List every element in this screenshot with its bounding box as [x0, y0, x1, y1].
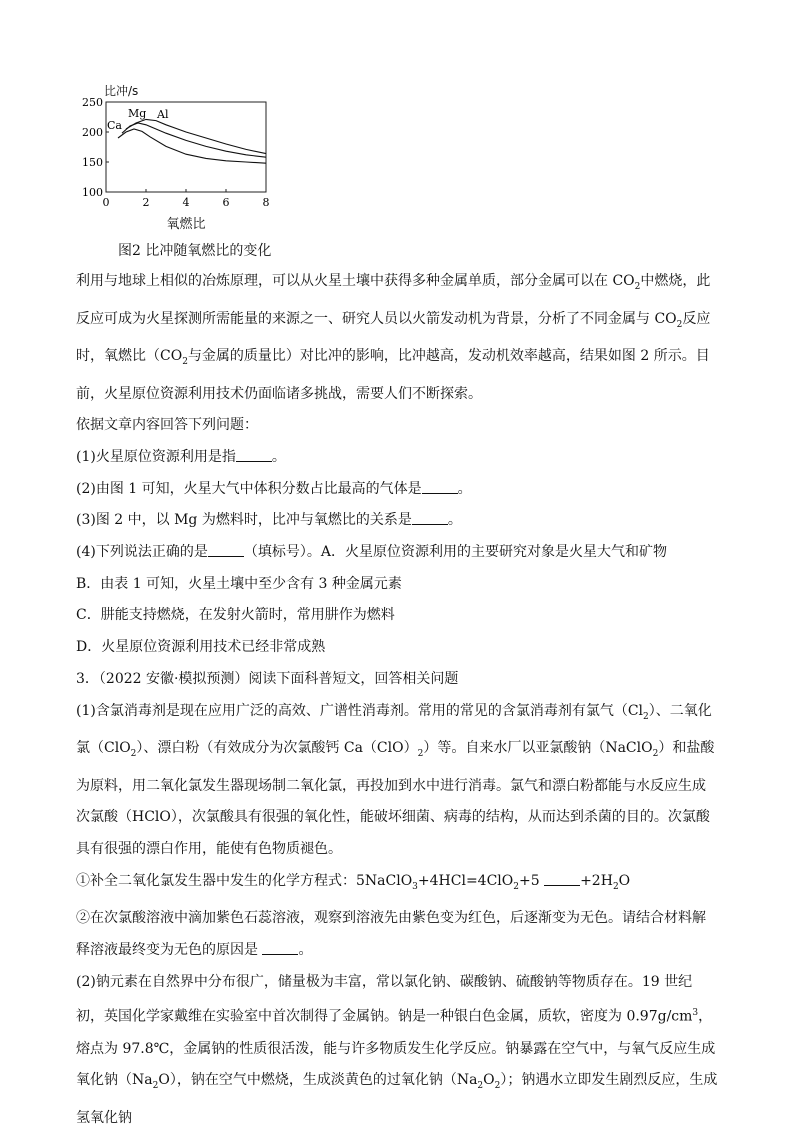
- option-b: B．由表 1 可知，火星土壤中至少含有 3 种金属元素: [76, 575, 402, 592]
- series-label-al: Al: [157, 108, 169, 122]
- y-tick-label: 150: [82, 156, 103, 169]
- figure-caption: 图2 比冲随氧燃比的变化: [118, 243, 272, 259]
- paragraph-mars: 利用与地球上相似的冶炼原理，可以从火星土壤中获得多种金属单质，部分金属可以在 $CO_2$中燃烧，此反应可成为火星探测所需能量的来源之一、研究人员以火箭发动机为背景，分析了不同金属与 $CO_2$反应时，氧燃比（$CO_2$与金属的质量比）对比冲的影响，比冲越高，发动机效率越高，结果如图 2 所示。目前，火星原位资源利用技术仍面临诸多挑战，需要人们不断探索。: [76, 273, 711, 402]
- x-tick-label: 2: [142, 196, 150, 209]
- litmus-question: ②在次氯酸溶液中滴加紫色石蕊溶液，观察到溶液先由紫色变为红色，后逐渐变为无色。请结合材料解释溶液最终变为无色的原因是 。: [76, 910, 706, 958]
- answer-blank[interactable]: [544, 872, 580, 886]
- question-1: (1)火星原位资源利用是指 。: [76, 448, 286, 465]
- y-tick-label: 250: [82, 96, 103, 109]
- paragraph-chlorine: (1)含氯消毒剂是现在应用广泛的高效、广谱性消毒剂。常用的常见的含氯消毒剂有氯气$(Cl_2)$、二氧化氯（ClO$_2$）、漂白粉（有效成分为次氯酸钙 $Ca(ClO)_2$）等。自来水厂以亚氯酸钠（NaClO$_2$）和盐酸为原料，用二氧化氯发生器现场制二氧化氯，再投加到水中进行消毒。氯气和漂白粉都能与水反应生成次氯酸（HClO），次氯酸具有很强的氧化性，能破坏细菌、病毒的结构，从而达到杀菌的目的。次氯酸具有很强的漂白作用，能使有色物质褪色。: [76, 702, 715, 857]
- option-d: D．火星原位资源利用技术已经非常成熟: [76, 639, 326, 656]
- answer-blank[interactable]: [262, 941, 298, 955]
- answer-blank[interactable]: [236, 448, 272, 462]
- impulse-chart: [76, 76, 306, 266]
- y-tick-label: 100: [82, 186, 103, 199]
- paragraph-sodium: (2)钠元素在自然界中分布很广，储量极为丰富，常以氯化钠、碳酸钠、硫酸钠等物质存在。19 世纪初，英国化学家戴维在实验室中首次制得了金属钠。钠是一种银白色金属，质软，密度为 $0.97g/cm^3$，熔点为 97.8℃，金属钠的性质很活泼，能与许多物质发生化学反应。钠暴露在空气中，与氧气反应生成氧化钠$(Na_2O)$，钠在空气中燃烧，生成淡黄色的过氧化钠$(Na_2O_2)$；钠遇水立即发生剧烈反应，生成氢氧化钠: [76, 973, 718, 1126]
- question-3: (3)图 2 中，以 Mg 为燃料时，比冲与氧燃比的关系是 。: [76, 512, 462, 529]
- option-c: C．肼能支持燃烧，在发射火箭时，常用肼作为燃料: [76, 607, 395, 624]
- document-body: [76, 266, 718, 1135]
- x-tick-label: 6: [222, 196, 230, 209]
- x-axis-label: 氧燃比: [166, 217, 206, 232]
- x-tick-label: 0: [102, 196, 110, 209]
- equation-line: ①补全二氧化氯发生器中发生的化学方程式：5NaClO$_3$+4HCl=4ClO$_2$+5 $+2H_2O$: [76, 872, 631, 892]
- series-line-mg: [122, 123, 266, 157]
- answer-blank[interactable]: [208, 543, 244, 557]
- question-2: (2)由图 1 可知，火星大气中体积分数占比最高的气体是 。: [76, 480, 472, 497]
- series-label-ca: Ca: [107, 119, 122, 132]
- chart-svg: [76, 76, 306, 266]
- y-tick-label: 200: [82, 126, 103, 139]
- series-label-mg: Mg: [128, 107, 147, 120]
- x-tick-label: 4: [182, 196, 190, 209]
- y-axis-label: 比冲/s: [104, 84, 139, 98]
- section-heading: 3．（2022 安徽·模拟预测）阅读下面科普短文，回答相关问题: [76, 670, 459, 687]
- x-tick-label: 8: [262, 196, 270, 209]
- question-4: (4)下列说法正确的是 （填标号）。A．火星原位资源利用的主要研究对象是火星大气和矿物: [76, 544, 667, 561]
- answer-blank[interactable]: [422, 480, 458, 494]
- question-intro: 依据文章内容回答下列问题：: [76, 417, 258, 434]
- series-line-al: [126, 119, 266, 153]
- answer-blank[interactable]: [412, 511, 448, 525]
